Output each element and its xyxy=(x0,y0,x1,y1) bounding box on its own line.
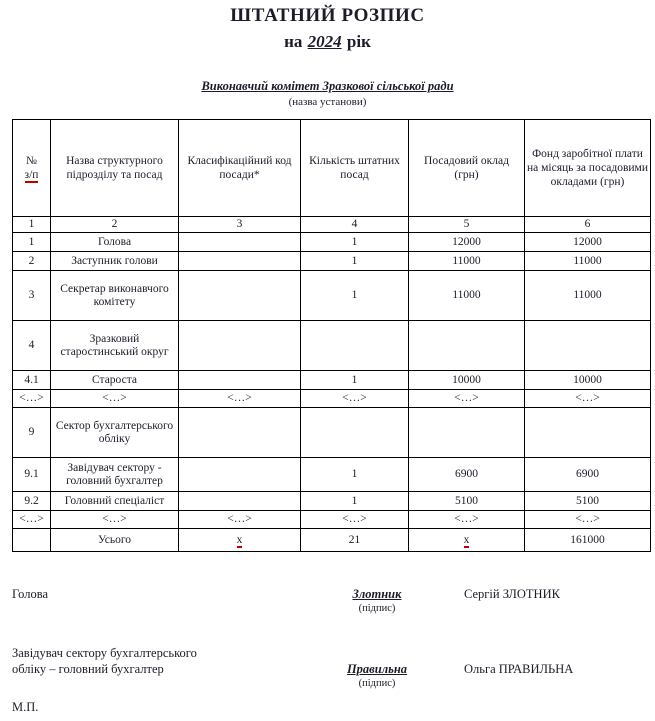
header-salary: Посадовий оклад (грн) xyxy=(409,120,525,217)
header-unit-position: Назва структурного підрозділу та посад xyxy=(51,120,179,217)
row-payroll-fund: 11000 xyxy=(525,271,651,321)
handwritten-signature: Правильна xyxy=(346,662,408,676)
row-classification-code xyxy=(179,321,301,371)
header-payroll-fund: Фонд заробітної плати на місяць за посадовими окладами (грн) xyxy=(525,120,651,217)
row-unit-position: <…> xyxy=(51,390,179,408)
table-row xyxy=(13,458,651,492)
organization-name: Виконавчий комітет Зразкової сільської ради xyxy=(201,79,454,93)
total-fund: 161000 xyxy=(525,529,651,552)
row-positions-count: 1 xyxy=(301,233,409,252)
table-column-number-row xyxy=(13,217,651,233)
row-number: <…> xyxy=(13,511,51,529)
row-positions-count xyxy=(301,408,409,458)
signatory-name: Сергій ЗЛОТНИК xyxy=(464,587,560,601)
signatory-position: Голова xyxy=(12,587,48,601)
table-row xyxy=(13,233,651,252)
col-number-4: 4 xyxy=(301,217,409,233)
title-block xyxy=(0,0,655,54)
row-positions-count: 1 xyxy=(301,492,409,511)
row-positions-count: 1 xyxy=(301,252,409,271)
row-salary: 5100 xyxy=(409,492,525,511)
row-salary: <…> xyxy=(409,390,525,408)
col-number-5: 5 xyxy=(409,217,525,233)
col-number-6: 6 xyxy=(525,217,651,233)
row-number: <…> xyxy=(13,390,51,408)
row-positions-count: 1 xyxy=(301,371,409,390)
row-salary: 6900 xyxy=(409,458,525,492)
total-label: Усього xyxy=(51,529,179,552)
row-unit-position: Завідувач сектору - головний бухгалтер xyxy=(51,458,179,492)
signature-block-accountant xyxy=(12,645,652,689)
row-classification-code xyxy=(179,233,301,252)
signature-area xyxy=(317,661,437,690)
row-classification-code xyxy=(179,252,301,271)
row-classification-code: <…> xyxy=(179,511,301,529)
table-row xyxy=(13,511,651,529)
header-positions-count: Кількість штатних посад xyxy=(301,120,409,217)
row-payroll-fund xyxy=(525,321,651,371)
organization-block xyxy=(0,79,655,109)
row-number: 9.1 xyxy=(13,458,51,492)
row-unit-position: Секретар виконавчого комітету xyxy=(51,271,179,321)
row-unit-position: Заступник голови xyxy=(51,252,179,271)
signature-area xyxy=(317,586,437,615)
row-salary: <…> xyxy=(409,511,525,529)
row-positions-count xyxy=(301,321,409,371)
row-unit-position: Головний спеціаліст xyxy=(51,492,179,511)
signatory-position-line1: Завідувач сектору бухгалтерського xyxy=(12,646,197,660)
col-number-3: 3 xyxy=(179,217,301,233)
signatory-name: Ольга ПРАВИЛЬНА xyxy=(464,662,574,676)
table-row xyxy=(13,252,651,271)
total-salary: х xyxy=(409,529,525,552)
row-salary: 12000 xyxy=(409,233,525,252)
row-number: 2 xyxy=(13,252,51,271)
row-salary: 11000 xyxy=(409,271,525,321)
row-salary xyxy=(409,408,525,458)
table-body xyxy=(13,233,651,529)
signatory-position xyxy=(12,645,302,677)
row-salary xyxy=(409,321,525,371)
row-payroll-fund: 10000 xyxy=(525,371,651,390)
row-number: 9 xyxy=(13,408,51,458)
handwritten-signature: Злотник xyxy=(352,587,402,601)
table-row xyxy=(13,408,651,458)
header-number-abbr: з/п xyxy=(24,169,39,181)
row-unit-position: Староста xyxy=(51,371,179,390)
table-row xyxy=(13,371,651,390)
col-number-2: 2 xyxy=(51,217,179,233)
row-number: 9.2 xyxy=(13,492,51,511)
signature-hint: (підпис) xyxy=(358,678,396,689)
table-total-row xyxy=(13,529,651,552)
row-payroll-fund: 12000 xyxy=(525,233,651,252)
header-number-symbol: № xyxy=(26,155,37,167)
row-payroll-fund: <…> xyxy=(525,390,651,408)
header-row-number xyxy=(13,120,51,217)
col-number-1: 1 xyxy=(13,217,51,233)
row-positions-count: <…> xyxy=(301,511,409,529)
staffing-table-wrapper xyxy=(12,119,650,552)
row-classification-code xyxy=(179,492,301,511)
row-number: 1 xyxy=(13,233,51,252)
document-year-line xyxy=(0,30,655,54)
row-positions-count: 1 xyxy=(301,458,409,492)
signature-hint: (підпис) xyxy=(358,603,396,614)
row-unit-position: Зразковий старостинський округ xyxy=(51,321,179,371)
year-prefix: на xyxy=(284,32,303,51)
row-unit-position: Голова xyxy=(51,233,179,252)
table-header-row xyxy=(13,120,651,217)
row-number: 4.1 xyxy=(13,371,51,390)
row-classification-code xyxy=(179,371,301,390)
row-positions-count: <…> xyxy=(301,390,409,408)
row-payroll-fund: 11000 xyxy=(525,252,651,271)
signatory-position-line2: обліку – головний бухгалтер xyxy=(12,662,164,676)
table-row xyxy=(13,492,651,511)
page-title: ШТАТНИЙ РОЗПИС xyxy=(230,5,425,26)
signature-row xyxy=(12,645,652,689)
organization-hint: (назва установи) xyxy=(288,96,367,108)
table-row xyxy=(13,321,651,371)
row-unit-position: <…> xyxy=(51,511,179,529)
total-code: х xyxy=(179,529,301,552)
row-payroll-fund xyxy=(525,408,651,458)
signature-block-head xyxy=(12,586,652,614)
row-classification-code xyxy=(179,271,301,321)
year-suffix: рік xyxy=(346,32,371,51)
row-classification-code xyxy=(179,458,301,492)
row-number: 3 xyxy=(13,271,51,321)
table-row xyxy=(13,271,651,321)
row-payroll-fund: 5100 xyxy=(525,492,651,511)
total-number xyxy=(13,529,51,552)
row-payroll-fund: <…> xyxy=(525,511,651,529)
table-row xyxy=(13,390,651,408)
row-unit-position: Сектор бухгалтерського обліку xyxy=(51,408,179,458)
staffing-table xyxy=(12,119,651,552)
row-positions-count: 1 xyxy=(301,271,409,321)
total-count: 21 xyxy=(301,529,409,552)
row-classification-code: <…> xyxy=(179,390,301,408)
row-salary: 10000 xyxy=(409,371,525,390)
header-classification-code: Класифікаційний код посади* xyxy=(179,120,301,217)
stamp-mark: М.П. xyxy=(12,700,39,714)
row-number: 4 xyxy=(13,321,51,371)
row-salary: 11000 xyxy=(409,252,525,271)
document-year: 2024 xyxy=(307,32,342,51)
signature-row xyxy=(12,586,652,614)
row-classification-code xyxy=(179,408,301,458)
row-payroll-fund: 6900 xyxy=(525,458,651,492)
